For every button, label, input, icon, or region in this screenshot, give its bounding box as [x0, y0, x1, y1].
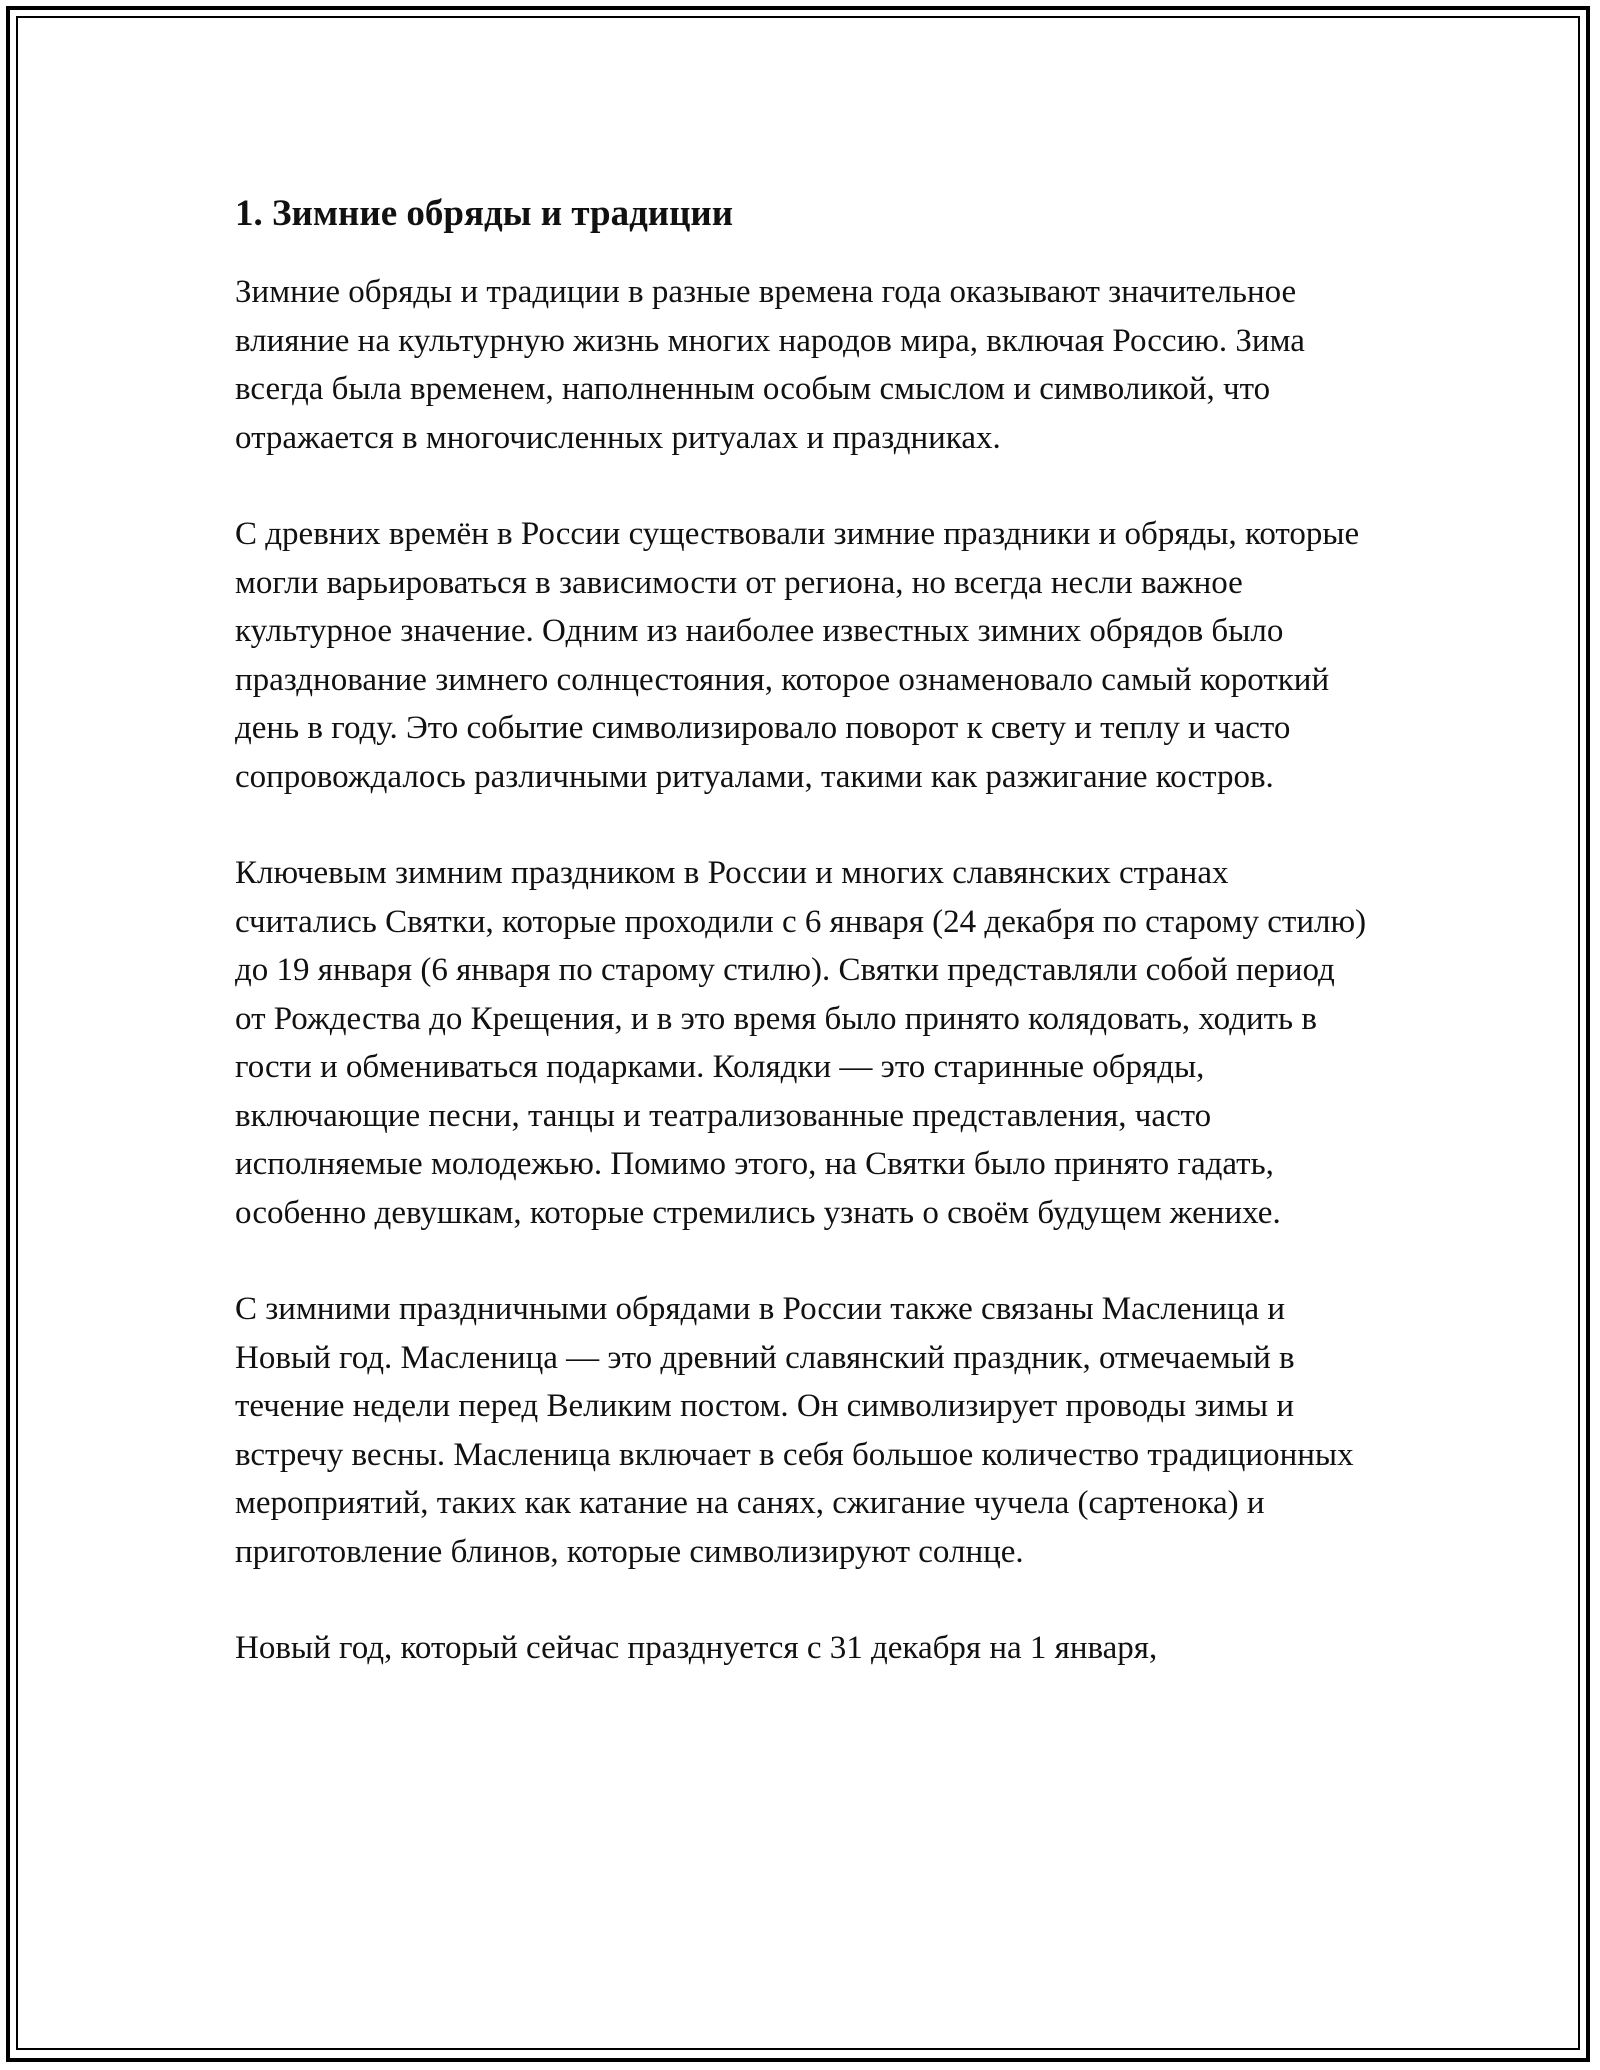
paragraph-maslenitsa: С зимними праздничными обрядами в России также связаны Масленица и Новый год. Масленица — это древний славянский праздник, отмечаемый в течение недели перед Великим постом. Он символизирует проводы зимы и встречу весны. Масленица включает в себя большое количество традиционных мероприятий, таких как катание на санях, сжигание чучела (сартенока) и приготовление блинов, которые символизируют солнце. [235, 1291, 1354, 1570]
section-heading: 1. Зимние обряды и традиции [235, 193, 734, 234]
paragraph-new-year: Новый год, который сейчас празднуется с 31 декабря на 1 января, [235, 1630, 1158, 1666]
paragraph-solstice: С древних времён в России существовали зимние праздники и обряды, которые могли варьироваться в зависимости от региона, но всегда несли важное культурное значение. Одним из наиболее известных зимних обрядов было празднование зимнего солнцестояния, которое ознаменовало самый короткий день в году. Это событие символизировало поворот к свету и теплу и часто сопровождалось различными ритуалами, такими как разжигание костров. [235, 516, 1360, 795]
document-body [235, 190, 1370, 1721]
paragraph-svyatki: Ключевым зимним праздником в России и многих славянских странах считались Святки, которые проходили с 6 января (24 декабря по старому стилю) до 19 января (6 января по старому стилю). Святки представляли собой период от Рождества до Крещения, и в это время было принято колядовать, ходить в гости и обмениваться подарками. Колядки — это старинные обряды, включающие песни, танцы и театрализованные представления, часто исполняемые молодежью. Помимо этого, на Святки было принято гадать, особенно девушкам, которые стремились узнать о своём будущем женихе. [235, 855, 1367, 1231]
paragraph-intro: Зимние обряды и традиции в разные времена года оказывают значительное влияние на культурную жизнь многих народов мира, включая Россию. Зима всегда была временем, наполненным особым смыслом и символикой, что отражается в многочисленных ритуалах и праздниках. [235, 274, 1305, 456]
